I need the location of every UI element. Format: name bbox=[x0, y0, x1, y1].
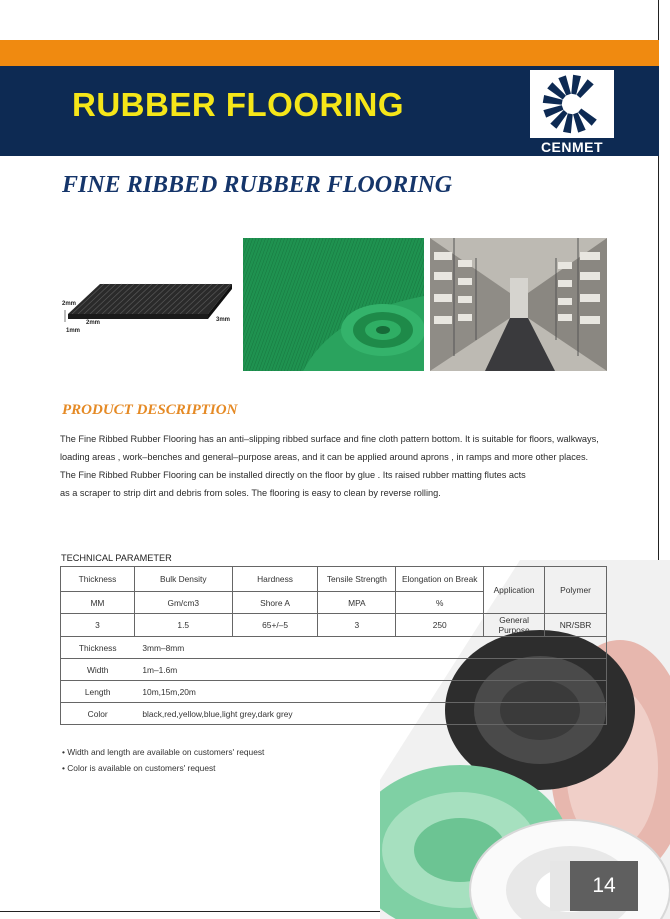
spec-row bbox=[61, 637, 607, 659]
brand-name: CENMET bbox=[540, 139, 604, 155]
spec-label: Width bbox=[61, 659, 135, 681]
orange-header-bar bbox=[0, 40, 659, 66]
diagram-label-bottom: 1mm bbox=[66, 328, 81, 334]
table-cell: MM bbox=[61, 592, 135, 614]
spec-row bbox=[61, 681, 607, 703]
table-cell: 3 bbox=[61, 614, 135, 637]
table-header-row bbox=[61, 567, 607, 592]
table-cell: 3 bbox=[318, 614, 396, 637]
table-cell: 65+/–5 bbox=[232, 614, 318, 637]
header-title: RUBBER FLOORING bbox=[72, 86, 404, 123]
table-cell: MPA bbox=[318, 592, 396, 614]
description-line: as a scraper to strip dirt and debris from soles. The flooring is easy to clean by reverse rolling. bbox=[60, 488, 441, 498]
table-cell: Shore A bbox=[232, 592, 318, 614]
spec-value: 1m–1.6m bbox=[134, 659, 606, 681]
profile-diagram bbox=[60, 272, 236, 334]
description-line: The Fine Ribbed Rubber Flooring has an anti–slipping ribbed surface and fine cloth pattern bottom. It is suitable for floors, walkways, bbox=[60, 434, 599, 444]
table-cell: % bbox=[396, 592, 484, 614]
table-header-cell: Elongation on Break bbox=[396, 567, 484, 592]
notes bbox=[62, 744, 264, 776]
spec-row bbox=[61, 703, 607, 725]
spec-value: 3mm–8mm bbox=[134, 637, 606, 659]
table-header-cell: Hardness bbox=[232, 567, 318, 592]
table-cell: 1.5 bbox=[134, 614, 232, 637]
spec-label: Color bbox=[61, 703, 135, 725]
technical-parameter-table bbox=[60, 566, 607, 725]
table-values-row bbox=[61, 614, 607, 637]
page-number: 14 bbox=[570, 861, 638, 911]
technical-parameter-label: TECHNICAL PARAMETER bbox=[61, 553, 172, 563]
note-item: • Width and length are available on customers' request bbox=[62, 747, 265, 757]
table-header-cell: Bulk Density bbox=[134, 567, 232, 592]
table-header-cell: Application bbox=[484, 567, 545, 614]
table-header-cell: Tensile Strength bbox=[318, 567, 396, 592]
product-title: FINE RIBBED RUBBER FLOORING bbox=[62, 172, 453, 198]
page-corner-shade bbox=[550, 861, 570, 911]
table-cell: NR/SBR bbox=[545, 614, 607, 637]
table-cell: 250 bbox=[396, 614, 484, 637]
spec-value: black,red,yellow,blue,light grey,dark grey bbox=[134, 703, 606, 725]
warehouse-aisle-photo bbox=[430, 238, 607, 371]
spec-label: Thickness bbox=[61, 637, 135, 659]
product-description-text bbox=[60, 430, 610, 502]
diagram-label-top: 2mm bbox=[62, 301, 77, 307]
spec-label: Length bbox=[61, 681, 135, 703]
product-description-heading: PRODUCT DESCRIPTION bbox=[62, 402, 238, 418]
table-header-cell: Polymer bbox=[545, 567, 607, 614]
ribbed-profile-illustration bbox=[60, 272, 236, 334]
logo-c-icon bbox=[530, 70, 614, 138]
note-item: • Color is available on customers' request bbox=[62, 763, 216, 773]
diagram-label-right: 3mm bbox=[216, 317, 231, 323]
green-flooring-photo bbox=[243, 238, 424, 371]
description-line: loading areas , work–benches and general–purpose areas, and it can be applied around aprons , in ramps and more other places. bbox=[60, 452, 589, 462]
warehouse-illustration bbox=[430, 238, 607, 371]
cenmet-logo bbox=[530, 70, 614, 138]
spec-row bbox=[61, 659, 607, 681]
green-roll-illustration bbox=[243, 238, 424, 371]
diagram-label-mid: 2mm bbox=[86, 320, 101, 326]
description-line: The Fine Ribbed Rubber Flooring can be installed directly on the floor by glue . Its raised rubber matting flutes acts bbox=[60, 470, 526, 480]
table-cell: General Purpose bbox=[484, 614, 545, 637]
table-header-cell: Thickness bbox=[61, 567, 135, 592]
table-cell: Gm/cm3 bbox=[134, 592, 232, 614]
spec-value: 10m,15m,20m bbox=[134, 681, 606, 703]
